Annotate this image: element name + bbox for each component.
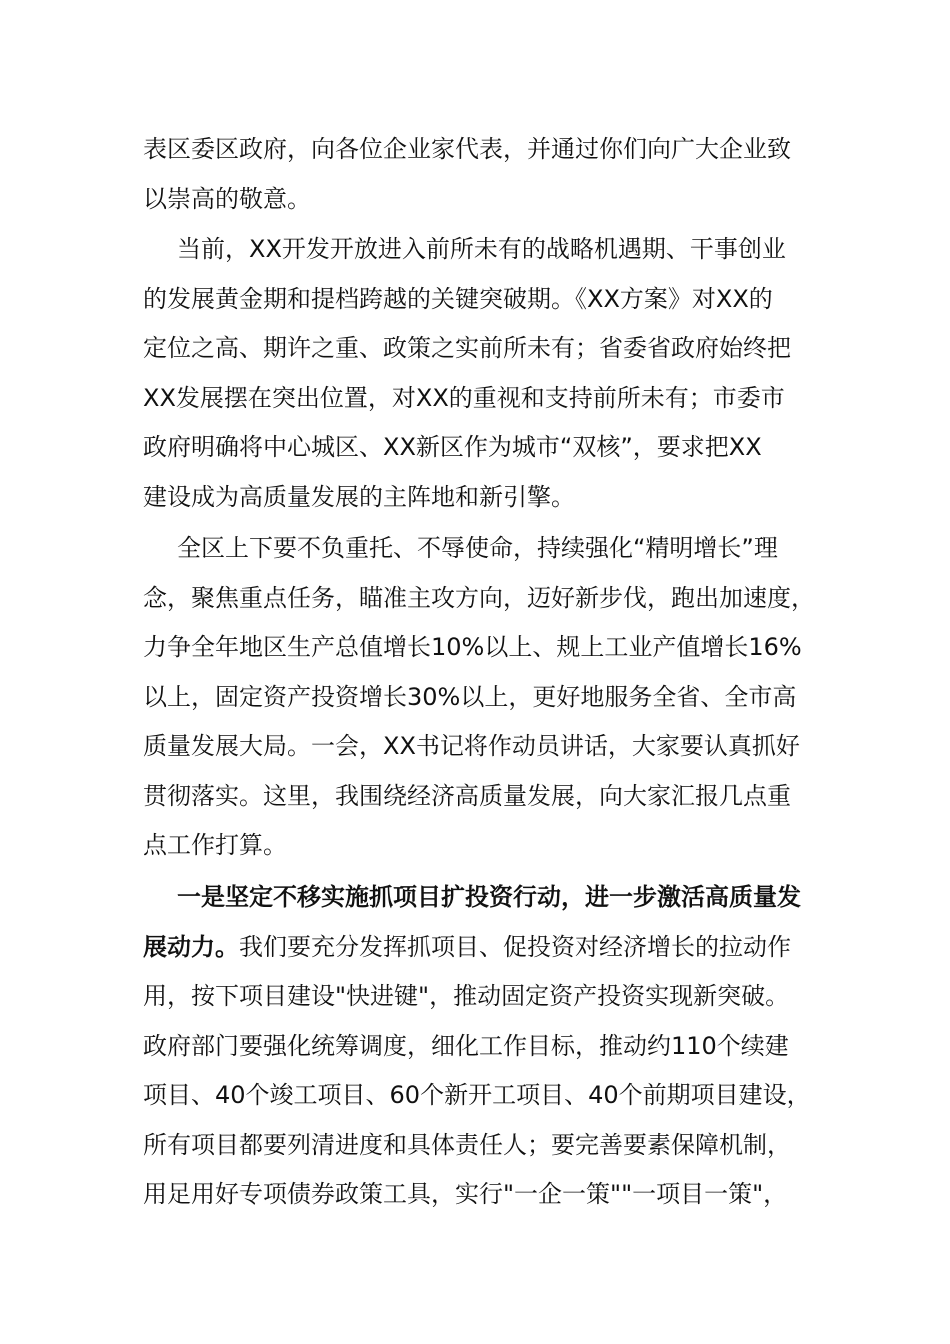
paragraph-line: 点工作打算。 <box>143 831 287 859</box>
paragraph-line: 的发展黄金期和提档跨越的关键突破期。《XX方案》对XX的 <box>143 284 773 313</box>
paragraph-line: 以上，固定资产投资增长30%以上，更好地服务全省、全市高 <box>143 682 797 711</box>
paragraph-line: 所有项目都要列清进度和具体责任人；要完善要素保障机制， <box>143 1130 791 1159</box>
paragraph-1 <box>143 125 813 224</box>
paragraph-line: 全区上下要不负重托、不辱使命，持续强化“精明增长”理 <box>177 534 778 562</box>
paragraph-line: 项目、40个竣工项目、60个新开工项目、40个前期项目建设， <box>143 1081 811 1109</box>
paragraph-line: 表区委区政府，向各位企业家代表，并通过你们向广大企业致 <box>143 135 791 163</box>
paragraph-heading-tail: 展动力。 <box>143 932 239 961</box>
paragraph-line: 贯彻落实。这里，我围绕经济高质量发展，向大家汇报几点重 <box>143 781 791 810</box>
paragraph-line: 用，按下项目建设"快进键"，推动固定资产投资实现新突破。 <box>143 982 790 1010</box>
paragraph-line-rest: 我们要充分发挥抓项目、促投资对经济增长的拉动作 <box>239 932 791 961</box>
paragraph-line: 力争全年地区生产总值增长10%以上、规上工业产值增长16% <box>143 633 802 661</box>
paragraph-line: 定位之高、期许之重、政策之实前所未有；省委省政府始终把 <box>143 334 791 362</box>
paragraph-line <box>143 923 813 973</box>
paragraph-heading-line: 一是坚定不移实施抓项目扩投资行动，进一步激活高质量发 <box>177 883 801 911</box>
paragraph-line: 以崇高的敬意。 <box>143 184 311 213</box>
paragraph-line: 政府明确将中心城区、XX新区作为城市“双核”，要求把XX <box>143 433 762 461</box>
paragraph-line: 政府部门要强化统筹调度，细化工作目标，推动约110个续建 <box>143 1031 789 1060</box>
paragraph-line: 念，聚焦重点任务，瞄准主攻方向，迈好新步伐，跑出加速度， <box>143 583 815 612</box>
paragraph-2 <box>143 225 813 522</box>
paragraph-4 <box>143 873 813 1220</box>
paragraph-line: 建设成为高质量发展的主阵地和新引擎。 <box>143 482 575 511</box>
paragraph-line: 当前，XX开发开放进入前所未有的战略机遇期、干事创业 <box>177 235 786 263</box>
paragraph-line: 用足用好专项债券政策工具，实行"一企一策""一项目一策"， <box>143 1180 788 1208</box>
paragraph-3 <box>143 524 813 871</box>
paragraph-line: XX发展摆在突出位置，对XX的重视和支持前所未有；市委市 <box>143 383 785 412</box>
paragraph-line: 质量发展大局。一会，XX书记将作动员讲话，大家要认真抓好 <box>143 732 800 760</box>
